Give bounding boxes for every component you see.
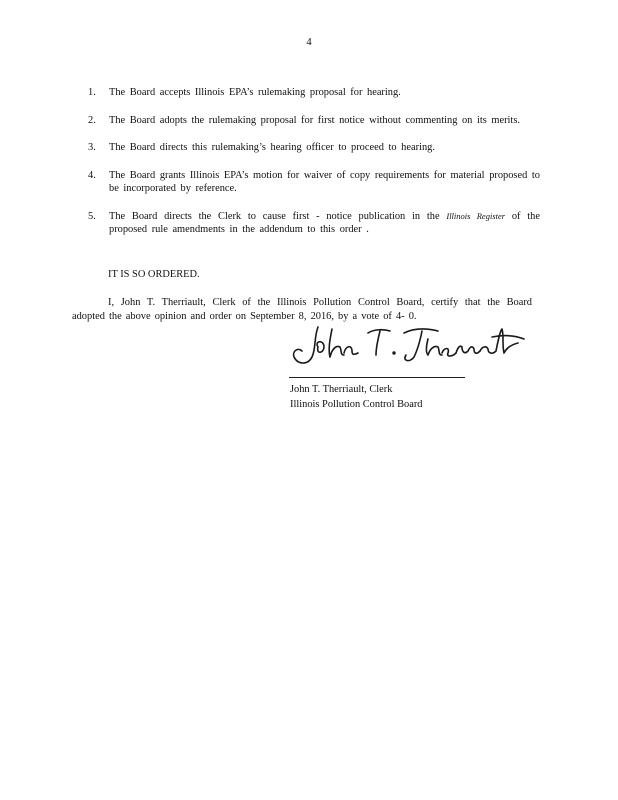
order-item [88,169,540,196]
order-item [88,141,540,155]
closing-statement: IT IS SO ORDERED. [108,269,200,280]
order-list [88,86,540,251]
order-item-text: The Board adopts the rulemaking proposal for first notice without commenting on its merits. [109,114,520,126]
order-item-number: 2. [88,114,96,126]
publication-title: Illinois Register [446,210,506,221]
order-item-text: The Board directs the Clerk to cause first - notice publication in the [109,210,440,222]
order-item-number: 3. [88,142,96,153]
signature-line [289,377,465,378]
order-item-number: 5. [88,210,96,222]
signatory-name: John T. Therriault, Clerk [290,384,393,395]
signatory-title: Illinois Pollution Control Board [290,399,423,410]
order-item-number: 1. [88,87,96,98]
order-item [88,210,540,237]
order-item-text: The Board grants Illinois EPA’s motion for waiver of copy requirements for material proposed to be incorporated by reference. [109,169,540,194]
page-number: 4 [306,37,312,48]
order-item-text: The Board directs this rulemaking’s hearing officer to proceed to hearing. [109,142,435,153]
certification-paragraph: I, John T. Therriault, Clerk of the Illinois Pollution Control Board, certify that the Board adopted the above opinion and order on September 8, 2016, by a vote of 4- 0. [72,297,532,322]
order-item-text: The Board accepts Illinois EPA’s rulemaking proposal for hearing. [109,87,401,98]
order-item-number: 4. [88,169,96,181]
order-item [88,86,540,100]
order-item [88,114,540,128]
order-item-text-continued: of the proposed rule amendments in the addendum to this order . [109,210,540,235]
handwritten-signature [288,321,528,369]
